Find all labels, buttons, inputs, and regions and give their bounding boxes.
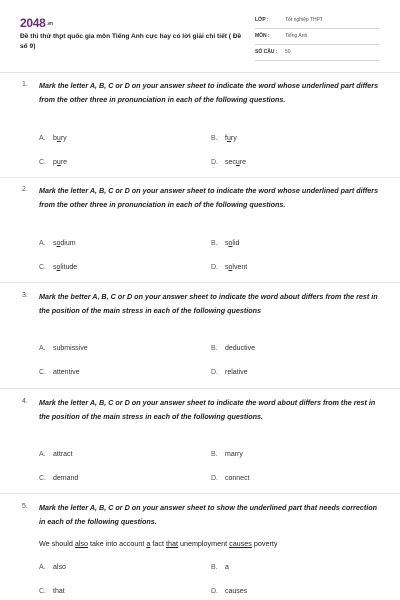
option-underlined: o	[56, 264, 61, 271]
meta-label: MÔN :	[255, 33, 270, 39]
question-3	[0, 290, 400, 390]
option-d[interactable]	[211, 588, 247, 595]
option-letter: C.	[39, 588, 46, 595]
meta-value: Tiếng Anh	[285, 33, 308, 39]
option-letter: B.	[211, 451, 218, 458]
option-text-post: ry	[60, 135, 67, 142]
sentence-text: take into account	[88, 539, 147, 548]
option-text-post: lid	[232, 240, 240, 247]
option-letter: A.	[39, 451, 46, 458]
option-d[interactable]	[211, 369, 248, 376]
option-d[interactable]	[211, 264, 247, 271]
sentence-text: fact	[150, 539, 166, 548]
question-4	[0, 396, 400, 496]
option-letter: C.	[39, 369, 46, 376]
option-underlined: u	[235, 159, 240, 166]
question-instruction: Mark the letter A, B, C or D on your answer sheet to indicate the word about differs from the rest in the position of the main stress in each of the following questions.	[39, 398, 376, 421]
option-a[interactable]	[39, 564, 66, 571]
option-a[interactable]	[39, 240, 76, 247]
option-text-pre: s	[53, 264, 57, 271]
option-text: attract	[53, 451, 73, 458]
option-text: also	[53, 564, 66, 571]
sentence-underlined-a: also	[74, 539, 89, 548]
question-instruction: Mark the letter A, B, C or D on your answer sheet to show the underlined part that needs correction in each of the following questions.	[39, 503, 378, 526]
option-text: that	[53, 588, 65, 595]
sentence-underlined-b: a	[146, 539, 151, 548]
option-c[interactable]	[39, 588, 65, 595]
option-text: connect	[225, 475, 250, 482]
sentence-text: poverty	[251, 539, 278, 548]
option-text: attentive	[53, 369, 80, 376]
option-text-pre: f	[225, 135, 227, 142]
question-2	[0, 184, 400, 284]
option-underlined: u	[56, 135, 61, 142]
option-letter: C.	[39, 475, 46, 482]
option-b[interactable]	[211, 135, 237, 142]
option-text-post: ry	[230, 135, 237, 142]
question-instruction: Mark the better A, B, C or D on your answer sheet to indicate the word about differs from the rest in the position of the main stress in each of the following questions	[39, 292, 378, 315]
option-letter: A.	[39, 345, 46, 352]
option-underlined: o	[56, 240, 61, 247]
question-divider	[0, 493, 400, 494]
option-d[interactable]	[211, 159, 246, 166]
logo-suffix: .vn	[46, 20, 53, 27]
question-number: 4.	[22, 398, 28, 405]
option-c[interactable]	[39, 264, 77, 271]
question-instruction: Mark the letter A, B, C or D on your answer sheet to indicate the word whose underlined part differs from the other three in pronunciation in each of the following questions.	[39, 81, 379, 104]
question-sentence	[39, 539, 277, 548]
option-letter: A.	[39, 564, 46, 571]
site-logo[interactable]	[20, 16, 53, 30]
meta-subject-row	[255, 29, 380, 45]
question-1	[0, 79, 400, 179]
sentence-underlined-d: causes	[229, 539, 252, 548]
question-number: 1.	[22, 81, 28, 88]
option-text-pre: s	[225, 240, 229, 247]
question-number: 3.	[22, 292, 28, 299]
option-c[interactable]	[39, 159, 67, 166]
option-underlined: u	[56, 159, 61, 166]
logo-text: 2048	[20, 16, 46, 30]
option-text-pre: s	[53, 240, 57, 247]
option-text-post: re	[60, 159, 68, 166]
option-letter: D.	[211, 588, 218, 595]
option-b[interactable]	[211, 451, 243, 458]
question-5	[0, 501, 400, 600]
option-underlined: o	[228, 264, 233, 271]
option-letter: D.	[211, 264, 218, 271]
option-c[interactable]	[39, 475, 78, 482]
option-d[interactable]	[211, 475, 250, 482]
exam-title: Đề thi thử thpt quốc gia môn Tiếng Anh cực hay có lời giải chi tiết ( Đề số 9)	[20, 33, 242, 50]
option-text-pre: sec	[225, 159, 236, 166]
option-letter: B.	[211, 135, 218, 142]
question-divider	[0, 282, 400, 283]
meta-class-row	[255, 13, 380, 29]
option-letter: B.	[211, 564, 218, 571]
option-text: causes	[225, 588, 248, 595]
question-divider	[0, 177, 400, 178]
option-letter: C.	[39, 159, 46, 166]
option-text-pre: s	[225, 264, 229, 271]
option-text-post: dium	[60, 240, 76, 247]
sentence-text: unemployment	[177, 539, 230, 548]
meta-value: Tốt nghiệp THPT	[285, 17, 323, 23]
option-underlined: u	[226, 135, 231, 142]
option-c[interactable]	[39, 369, 79, 376]
question-divider	[0, 388, 400, 389]
option-text-pre: b	[53, 135, 57, 142]
question-instruction: Mark the letter A, B, C or D on your answer sheet to indicate the word whose underlined part differs from the other three in pronunciation in each of the following questions.	[39, 186, 379, 209]
document-header	[0, 0, 400, 70]
option-text-post: re	[239, 159, 247, 166]
option-b[interactable]	[211, 345, 255, 352]
option-a[interactable]	[39, 345, 88, 352]
option-letter: D.	[211, 369, 218, 376]
meta-label: LỚP :	[255, 17, 269, 23]
option-a[interactable]	[39, 135, 67, 142]
option-underlined: o	[228, 240, 233, 247]
option-letter: A.	[39, 135, 46, 142]
option-letter: B.	[211, 345, 218, 352]
option-text-pre: p	[53, 159, 57, 166]
meta-value: 50	[285, 49, 291, 55]
question-number: 5.	[22, 503, 28, 510]
option-text: a	[225, 564, 229, 571]
option-text: marry	[225, 451, 243, 458]
option-letter: C.	[39, 264, 46, 271]
header-divider	[0, 72, 400, 73]
option-text: relative	[225, 369, 248, 376]
option-a[interactable]	[39, 451, 72, 458]
option-b[interactable]	[211, 564, 229, 571]
option-b[interactable]	[211, 240, 239, 247]
option-letter: D.	[211, 159, 218, 166]
option-text: deductive	[225, 345, 255, 352]
option-text-post: litude	[60, 264, 78, 271]
option-letter: D.	[211, 475, 218, 482]
option-text-post: lvent	[232, 264, 248, 271]
question-number: 2.	[22, 186, 28, 193]
option-letter: A.	[39, 240, 46, 247]
sentence-text: We should	[39, 539, 75, 548]
meta-count-row	[255, 45, 380, 61]
option-text: submissive	[53, 345, 88, 352]
option-letter: B.	[211, 240, 218, 247]
option-text: demand	[53, 475, 79, 482]
sentence-underlined-c: that	[165, 539, 178, 548]
meta-label: SỐ CÂU :	[255, 49, 278, 55]
